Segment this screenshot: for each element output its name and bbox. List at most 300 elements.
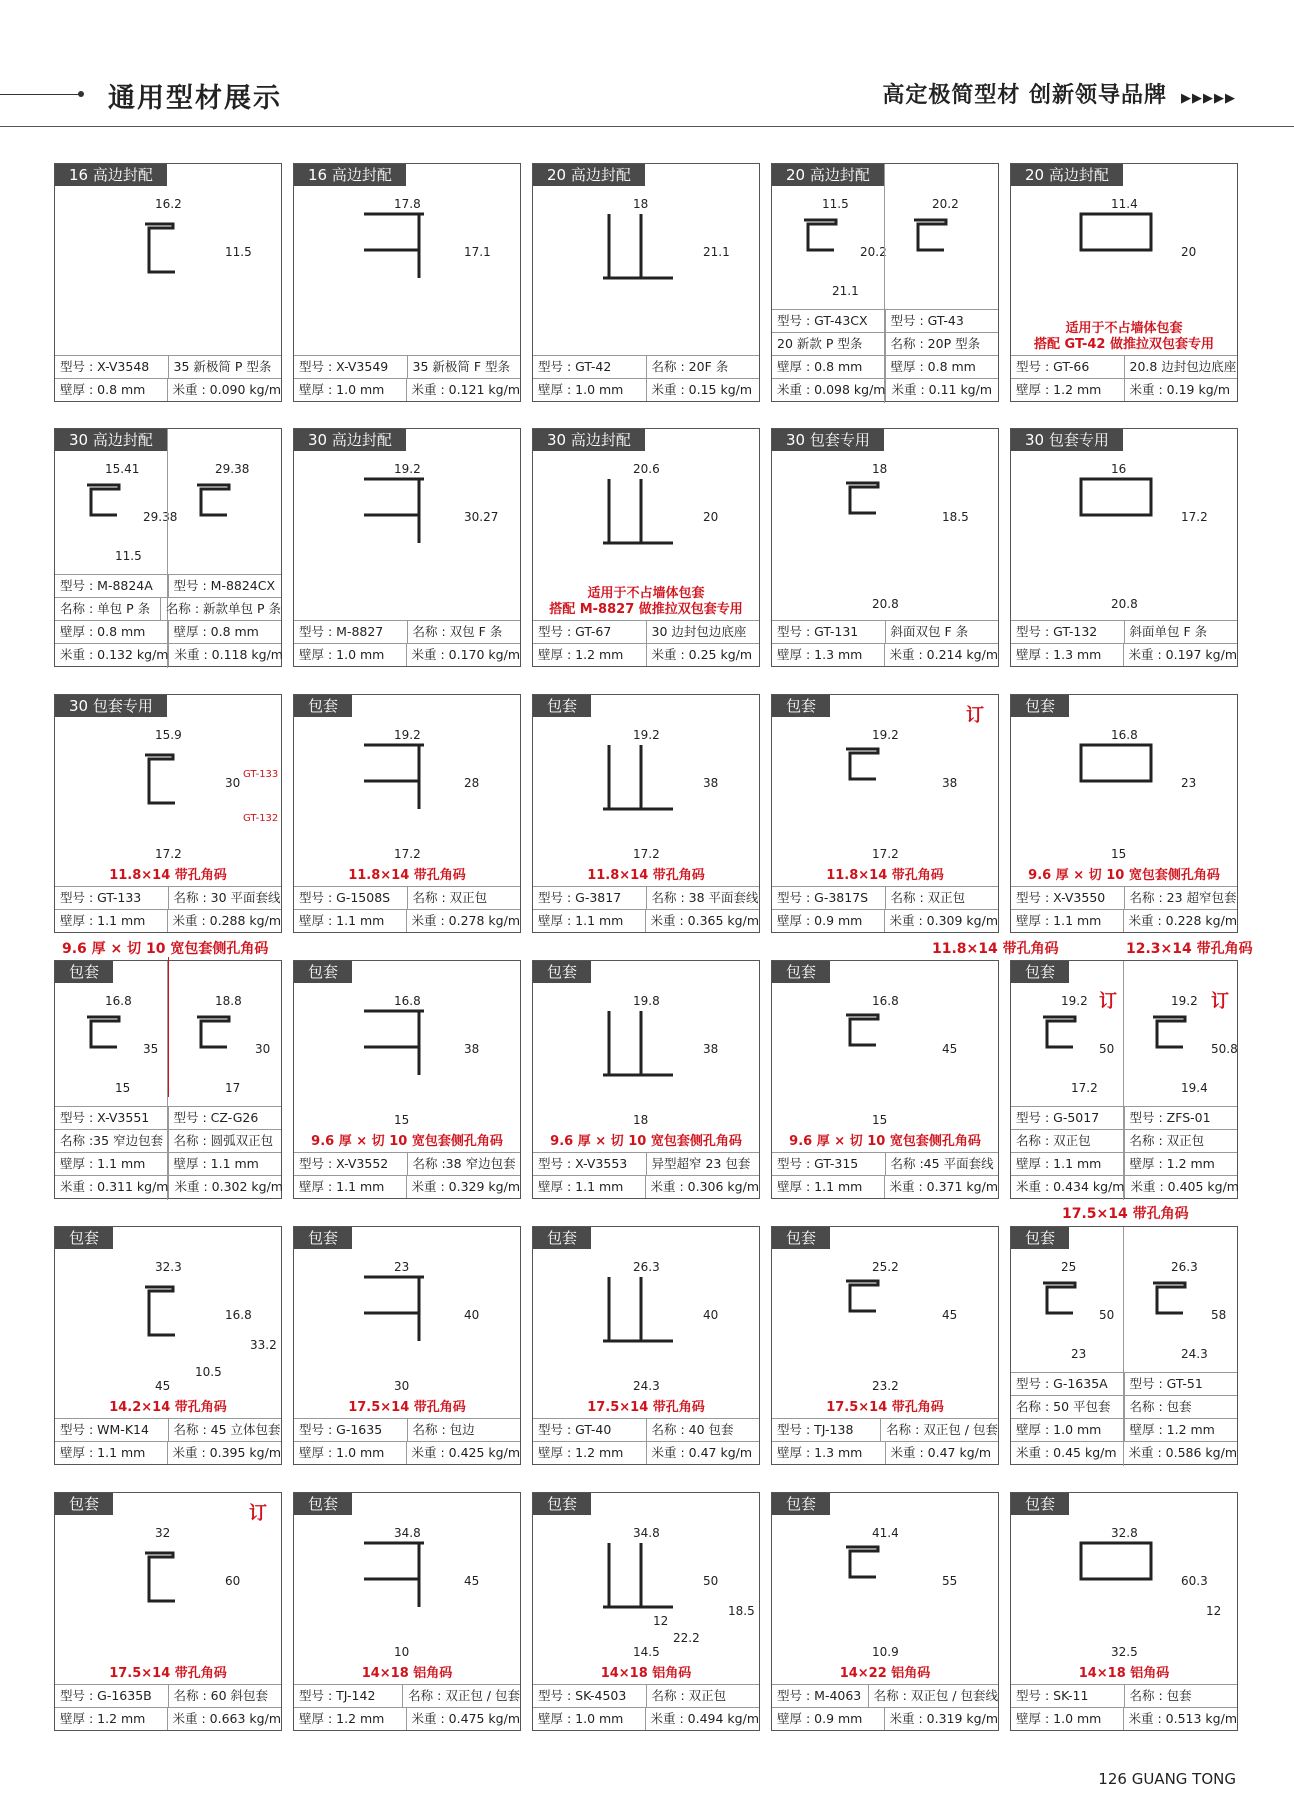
dimension-label: 15 [115, 1081, 131, 1095]
dimension-label: 18.5 [728, 1604, 755, 1618]
dimension-label: 45 [464, 1574, 480, 1588]
category-tag: 包套 [294, 961, 352, 983]
spec-row [772, 1707, 998, 1730]
profile-svg [772, 186, 1000, 307]
profile-figure [294, 1515, 520, 1666]
spec-table [1011, 620, 1237, 666]
red-note: 17.5×14 带孔角码 [109, 1666, 227, 1681]
profile-card [532, 163, 760, 402]
profile-drawing [603, 1543, 673, 1607]
profile-svg [533, 717, 761, 868]
spec-row [1011, 1395, 1237, 1418]
spec-cell: 名称 : 38 平面套线 [646, 887, 760, 909]
spec-cell: 型号 : X-V3549 [299, 359, 389, 374]
footer-brand: GUANG TONG [1131, 1770, 1236, 1788]
category-tag: 16 高边封配 [294, 164, 406, 186]
spec-cell: 米重 : 0.19 kg/m [1124, 379, 1238, 401]
custom-order-mark: 订 [1099, 991, 1117, 1012]
spec-table [294, 886, 520, 932]
spec-row [1011, 1418, 1237, 1441]
spec-cell: 30 边封包边底座 [646, 621, 760, 643]
profile-svg [533, 186, 761, 353]
spec-row [294, 355, 520, 378]
spec-table [533, 1152, 759, 1198]
profile-callout-label: GT-133 [243, 769, 279, 780]
spec-cell: 米重 : 0.513 kg/m [1123, 1708, 1237, 1730]
profile-svg [294, 983, 522, 1134]
spec-cell: 壁厚 : 1.2 mm [538, 647, 624, 662]
dimension-label: 29.38 [215, 462, 250, 476]
profile-card [54, 694, 282, 933]
spec-cell: 米重 : 0.311 kg/m [60, 1179, 169, 1194]
profile-figure [1011, 451, 1237, 618]
spec-cell: 米重 : 0.302 kg/m [168, 1176, 282, 1198]
spec-cell: 型号 : GT-40 [538, 1422, 612, 1437]
profile-svg [533, 983, 761, 1134]
dimension-label: 20.6 [633, 462, 660, 476]
spec-cell: 壁厚 : 1.0 mm [538, 382, 624, 397]
spec-row [772, 332, 998, 355]
red-note: 11.8×14 带孔角码 [587, 868, 705, 883]
profile-figure [294, 717, 520, 868]
spec-table [533, 886, 759, 932]
red-note: 适用于不占墙体包套 [1065, 321, 1183, 336]
dimension-labels [872, 1526, 957, 1659]
spec-cell: 壁厚 : 1.2 mm [538, 1445, 624, 1460]
profile-drawing [145, 224, 175, 272]
callout-leader-line [168, 957, 169, 1097]
spec-cell: 名称 : 圆弧双正包 [168, 1130, 282, 1152]
dimension-label: 38 [703, 1042, 719, 1056]
spec-row [294, 1441, 520, 1464]
dimension-label: 10.9 [872, 1645, 899, 1659]
spec-table [1011, 886, 1237, 932]
spec-cell: 壁厚 : 1.1 mm [60, 913, 146, 928]
spec-row [533, 1175, 759, 1198]
spec-row [1011, 1129, 1237, 1152]
profile-drawing [1081, 214, 1151, 250]
custom-order-mark: 订 [1211, 991, 1229, 1012]
dimension-label: 58 [1211, 1308, 1227, 1322]
profile-drawing [1153, 1017, 1185, 1047]
dimension-label: 19.2 [872, 728, 899, 742]
profile-svg [294, 717, 522, 868]
profile-card [771, 428, 999, 667]
category-tag: 30 高边封配 [294, 429, 406, 451]
spec-cell: 壁厚 : 1.3 mm [1016, 647, 1102, 662]
spec-cell: 米重 : 0.170 kg/m [406, 644, 520, 666]
red-note: 17.5×14 带孔角码 [348, 1400, 466, 1415]
spec-cell: 型号 : M-8824A [60, 578, 153, 593]
profile-drawing [145, 755, 175, 803]
profile-svg [1011, 1515, 1239, 1666]
spec-row [294, 1684, 520, 1707]
dimension-label: 40 [464, 1308, 480, 1322]
spec-row [294, 1707, 520, 1730]
profile-drawing [846, 1015, 878, 1045]
category-tag: 包套 [533, 961, 591, 983]
spec-cell: 壁厚 : 1.2 mm [1124, 1153, 1238, 1175]
dimension-label: 17.2 [155, 847, 182, 861]
dimension-label: 17.2 [633, 847, 660, 861]
spec-row [533, 620, 759, 643]
spec-table [772, 1684, 998, 1730]
profile-drawing [603, 1011, 673, 1075]
dimension-label: 50.8 [1211, 1042, 1238, 1056]
profile-figure [533, 451, 759, 586]
dimension-label: 19.2 [394, 462, 421, 476]
spec-cell: 型号 : X-V3552 [299, 1156, 389, 1171]
profile-drawing [364, 214, 424, 278]
dimension-label: 20 [703, 510, 719, 524]
spec-row [772, 909, 998, 932]
profile-svg [533, 451, 761, 586]
profile-svg [772, 983, 1000, 1134]
dimension-label: 30 [225, 776, 241, 790]
spec-table [772, 1152, 998, 1198]
spec-cell: 米重 : 0.098 kg/m [777, 382, 886, 397]
spec-cell: 型号 : GT-315 [777, 1156, 859, 1171]
spec-cell: 米重 : 0.121 kg/m [406, 379, 520, 401]
spec-cell: 米重 : 0.228 kg/m [1123, 910, 1237, 932]
custom-order-mark: 订 [966, 705, 984, 726]
profile-drawing [914, 220, 946, 250]
profile-figure [55, 451, 281, 572]
profile-drawing [197, 1017, 229, 1047]
spec-row [772, 1441, 998, 1464]
spec-row [55, 620, 281, 643]
callout-corner-12-3: 12.3×14 带孔角码 [1126, 941, 1253, 957]
profile-svg [772, 451, 1000, 618]
red-note: 14×18 铝角码 [1078, 1666, 1170, 1681]
category-tag: 包套 [55, 1227, 113, 1249]
dimension-labels [633, 462, 718, 524]
spec-row [533, 1707, 759, 1730]
category-tag: 包套 [1011, 1493, 1069, 1515]
spec-table [55, 1684, 281, 1730]
spec-cell: 米重 : 0.365 kg/m [645, 910, 759, 932]
dimension-label: 23.2 [872, 1379, 899, 1393]
spec-cell: 壁厚 : 1.1 mm [1016, 1156, 1102, 1171]
spec-cell: 米重 : 0.278 kg/m [406, 910, 520, 932]
spec-cell: 型号 : WM-K14 [60, 1422, 149, 1437]
spec-cell: 型号 : CZ-G26 [168, 1107, 282, 1129]
profile-drawing [846, 1547, 878, 1577]
red-note: 搭配 GT-42 做推拉双包套专用 [1034, 337, 1214, 352]
dimension-label: 41.4 [872, 1526, 899, 1540]
profile-card [1010, 1492, 1238, 1731]
dimension-label: 34.8 [633, 1526, 660, 1540]
spec-cell: 型号 : M-8827 [299, 624, 384, 639]
dimension-label: 55 [942, 1574, 958, 1588]
spec-cell: 米重 : 0.319 kg/m [884, 1708, 998, 1730]
spec-row [294, 620, 520, 643]
profile-drawing [1043, 1017, 1075, 1047]
spec-cell: 异型超窄 23 包套 [646, 1153, 760, 1175]
profile-figure [294, 186, 520, 353]
spec-cell: 米重 : 0.395 kg/m [167, 1442, 281, 1464]
red-note: 11.8×14 带孔角码 [109, 868, 227, 883]
profile-figure [294, 1249, 520, 1400]
profile-drawing [846, 1281, 878, 1311]
spec-row [1011, 1106, 1237, 1129]
category-tag: 包套 [1011, 1227, 1069, 1249]
spec-cell: 米重 : 0.47 kg/m [646, 1442, 760, 1464]
spec-row [772, 378, 998, 401]
spec-cell: 米重 : 0.309 kg/m [884, 910, 998, 932]
spec-row [55, 909, 281, 932]
spec-cell: 壁厚 : 1.1 mm [60, 1156, 146, 1171]
dimension-label: 20.2 [932, 197, 959, 211]
profile-drawing [197, 485, 229, 515]
spec-cell: 型号 : X-V3553 [538, 1156, 628, 1171]
callout-corner-11-8: 11.8×14 带孔角码 [932, 941, 1059, 957]
spec-row [772, 886, 998, 909]
category-tag: 包套 [533, 695, 591, 717]
profile-figure [1011, 186, 1237, 321]
spec-cell: 型号 : GT-43 [885, 310, 999, 332]
spec-row [1011, 886, 1237, 909]
dimension-label: 20.8 [872, 597, 899, 611]
dimension-label: 16.8 [225, 1308, 252, 1322]
dimension-label: 16.8 [872, 994, 899, 1008]
dimension-label: 30 [255, 1042, 271, 1056]
spec-cell: 米重 : 0.25 kg/m [646, 644, 760, 666]
spec-cell: 名称 : 30 平面套线 [168, 887, 282, 909]
dimension-labels [633, 1526, 755, 1659]
dimension-label: 17.8 [394, 197, 421, 211]
spec-cell: 型号 : X-V3548 [60, 359, 150, 374]
profile-drawing [364, 479, 424, 543]
profile-card [532, 1492, 760, 1731]
spec-cell: 名称 :35 窄边包套 [60, 1133, 164, 1148]
spec-row [294, 1418, 520, 1441]
dimension-labels [872, 728, 957, 861]
spec-row [55, 1707, 281, 1730]
spec-cell: 米重 : 0.15 kg/m [646, 379, 760, 401]
spec-row [55, 1152, 281, 1175]
dimension-labels [155, 1260, 277, 1393]
dimension-labels [105, 994, 270, 1095]
spec-cell: 型号 : G-3817 [538, 890, 622, 905]
spec-cell: 型号 : GT-131 [777, 624, 859, 639]
profile-figure [55, 186, 281, 353]
spec-cell: 名称 : 新款单包 P 条 [160, 598, 281, 620]
dimension-label: 10.5 [195, 1365, 222, 1379]
category-tag: 30 包套专用 [55, 695, 167, 717]
profile-svg [1011, 186, 1239, 321]
arrows-icon: ▶▶▶▶▶ [1181, 91, 1236, 106]
profile-card [54, 1226, 282, 1465]
profile-card [293, 694, 521, 933]
spec-cell: 壁厚 : 1.2 mm [60, 1711, 146, 1726]
dimension-labels [822, 197, 959, 298]
dimension-label: 12 [653, 1614, 669, 1628]
profile-drawing [145, 1287, 175, 1335]
red-note: 14×22 铝角码 [839, 1666, 931, 1681]
dimension-label: 26.3 [1171, 1260, 1198, 1274]
red-note: 9.6 厚 × 切 10 宽包套侧孔角码 [1028, 868, 1220, 883]
category-tag: 包套 [772, 1493, 830, 1515]
dimension-label: 17.2 [394, 847, 421, 861]
dimension-labels [394, 994, 479, 1127]
spec-cell: 壁厚 : 1.0 mm [538, 1711, 624, 1726]
profile-figure [772, 717, 998, 868]
category-tag: 包套 [1011, 961, 1069, 983]
profile-svg [55, 1515, 283, 1666]
dimension-label: 11.4 [1111, 197, 1138, 211]
spec-cell: 型号 : TJ-138 [777, 1422, 854, 1437]
red-note: 适用于不占墙体包套 [587, 586, 705, 601]
spec-row [55, 597, 281, 620]
spec-cell: 名称 : 双正包 / 包套 [402, 1685, 520, 1707]
spec-cell: 型号 : SK-4503 [538, 1688, 627, 1703]
spec-row [1011, 643, 1237, 666]
dimension-label: 19.2 [1061, 994, 1088, 1008]
spec-row [772, 620, 998, 643]
spec-cell: 米重 : 0.329 kg/m [406, 1176, 520, 1198]
spec-cell: 型号 : GT-51 [1124, 1373, 1238, 1395]
dimension-label: 15.9 [155, 728, 182, 742]
profile-svg [1011, 717, 1239, 868]
spec-table [294, 620, 520, 666]
profile-svg [772, 1515, 1000, 1666]
spec-cell: 名称 : 45 立体包套 [168, 1419, 282, 1441]
spec-cell: 米重 : 0.306 kg/m [645, 1176, 759, 1198]
dimension-label: 20.8 [1111, 597, 1138, 611]
category-tag: 20 高边封配 [533, 164, 645, 186]
custom-order-mark: 订 [249, 1503, 267, 1524]
dimension-labels [633, 994, 718, 1127]
spec-cell: 米重 : 0.475 kg/m [406, 1708, 520, 1730]
spec-cell: 米重 : 0.434 kg/m [1016, 1179, 1125, 1194]
category-tag: 30 包套专用 [1011, 429, 1123, 451]
category-tag: 包套 [772, 1227, 830, 1249]
spec-cell: 壁厚 : 1.0 mm [299, 382, 385, 397]
profile-figure [772, 451, 998, 618]
spec-row [1011, 378, 1237, 401]
spec-cell: 米重 : 0.11 kg/m [885, 379, 998, 401]
profile-svg [1011, 451, 1239, 618]
dimension-labels [633, 728, 718, 861]
callout-side-bracket: 9.6 厚 × 切 10 宽包套侧孔角码 [62, 941, 269, 957]
spec-cell: 名称 : 包套 [1124, 1396, 1238, 1418]
dimension-labels [1111, 1526, 1221, 1659]
dimension-label: 18 [872, 462, 888, 476]
spec-cell: 斜面单包 F 条 [1124, 621, 1238, 643]
dimension-label: 16.2 [155, 197, 182, 211]
spec-cell: 名称 : 40 包套 [646, 1419, 760, 1441]
spec-table [55, 355, 281, 401]
spec-cell: 壁厚 : 1.3 mm [777, 647, 863, 662]
profile-svg [55, 451, 283, 572]
profile-svg [1011, 1249, 1239, 1370]
dimension-labels [394, 1260, 479, 1393]
category-tag: 30 高边封配 [55, 429, 167, 451]
profile-figure [772, 1249, 998, 1400]
spec-cell: 型号 : G-1635A [1016, 1376, 1108, 1391]
category-tag: 20 高边封配 [772, 164, 884, 186]
profile-card [771, 1492, 999, 1731]
spec-table [55, 1418, 281, 1464]
dimension-label: 34.8 [394, 1526, 421, 1540]
category-tag: 20 高边封配 [1011, 164, 1123, 186]
red-note: 9.6 厚 × 切 10 宽包套侧孔角码 [789, 1134, 981, 1149]
spec-table [294, 1152, 520, 1198]
spec-row [55, 1106, 281, 1129]
category-tag: 包套 [1011, 695, 1069, 717]
spec-table [772, 309, 998, 401]
dimension-labels [155, 728, 278, 861]
profile-card [293, 1226, 521, 1465]
dimension-label: 45 [942, 1308, 958, 1322]
spec-cell: 壁厚 : 1.0 mm [1016, 1422, 1102, 1437]
dimension-label: 21.1 [703, 245, 730, 259]
callout-corner-17-5: 17.5×14 带孔角码 [1062, 1206, 1189, 1222]
dimension-label: 20 [1181, 245, 1197, 259]
profile-svg [294, 186, 522, 353]
spec-row [294, 886, 520, 909]
dimension-label: 23 [1181, 776, 1197, 790]
spec-cell: 名称 : 50 平包套 [1016, 1399, 1111, 1414]
dimension-label: 18.8 [215, 994, 242, 1008]
spec-cell: 壁厚 : 0.8 mm [885, 356, 999, 378]
spec-row [533, 643, 759, 666]
profile-figure [1011, 717, 1237, 868]
profile-drawing [1081, 1543, 1151, 1579]
dimension-label: 18 [633, 197, 649, 211]
spec-row [294, 909, 520, 932]
spec-cell: 壁厚 : 1.1 mm [538, 913, 624, 928]
spec-cell: 名称 : 单包 P 条 [60, 601, 151, 616]
spec-row [294, 643, 520, 666]
spec-row [55, 1129, 281, 1152]
spec-cell: 米重 : 0.425 kg/m [406, 1442, 520, 1464]
spec-cell: 米重 : 0.494 kg/m [645, 1708, 759, 1730]
profile-figure [1011, 983, 1237, 1104]
dimension-label: 40 [703, 1308, 719, 1322]
profile-svg [533, 1249, 761, 1400]
profile-drawing [1081, 479, 1151, 515]
dimension-label: 50 [703, 1574, 719, 1588]
spec-cell: 壁厚 : 1.1 mm [299, 1179, 385, 1194]
spec-table [294, 355, 520, 401]
category-tag: 包套 [294, 1227, 352, 1249]
spec-cell: 名称 :45 平面套线 [885, 1153, 999, 1175]
spec-cell: 名称 : 双正包 [885, 887, 999, 909]
spec-cell: 名称 : 20F 条 [646, 356, 760, 378]
profile-card [771, 694, 999, 933]
profile-figure [55, 1249, 281, 1400]
spec-cell: 米重 : 0.132 kg/m [60, 647, 169, 662]
dimension-label: 20.2 [860, 245, 887, 259]
profile-svg [294, 1515, 522, 1666]
spec-cell: 型号 : M-8824CX [168, 575, 282, 597]
spec-cell: 名称 : 包套 [1124, 1685, 1238, 1707]
spec-cell: 米重 : 0.118 kg/m [168, 644, 282, 666]
dimension-label: 32.3 [155, 1260, 182, 1274]
spec-row [772, 1152, 998, 1175]
spec-cell: 壁厚 : 1.1 mm [299, 913, 385, 928]
spec-table [772, 1418, 998, 1464]
spec-cell: 型号 : G-1635 [299, 1422, 383, 1437]
spec-row [294, 1152, 520, 1175]
spec-cell: 名称 : 包边 [407, 1419, 521, 1441]
dimension-label: 11.5 [225, 245, 252, 259]
dimension-label: 28 [464, 776, 480, 790]
spec-cell: 米重 : 0.090 kg/m [167, 379, 281, 401]
spec-cell: 型号 : ZFS-01 [1124, 1107, 1238, 1129]
